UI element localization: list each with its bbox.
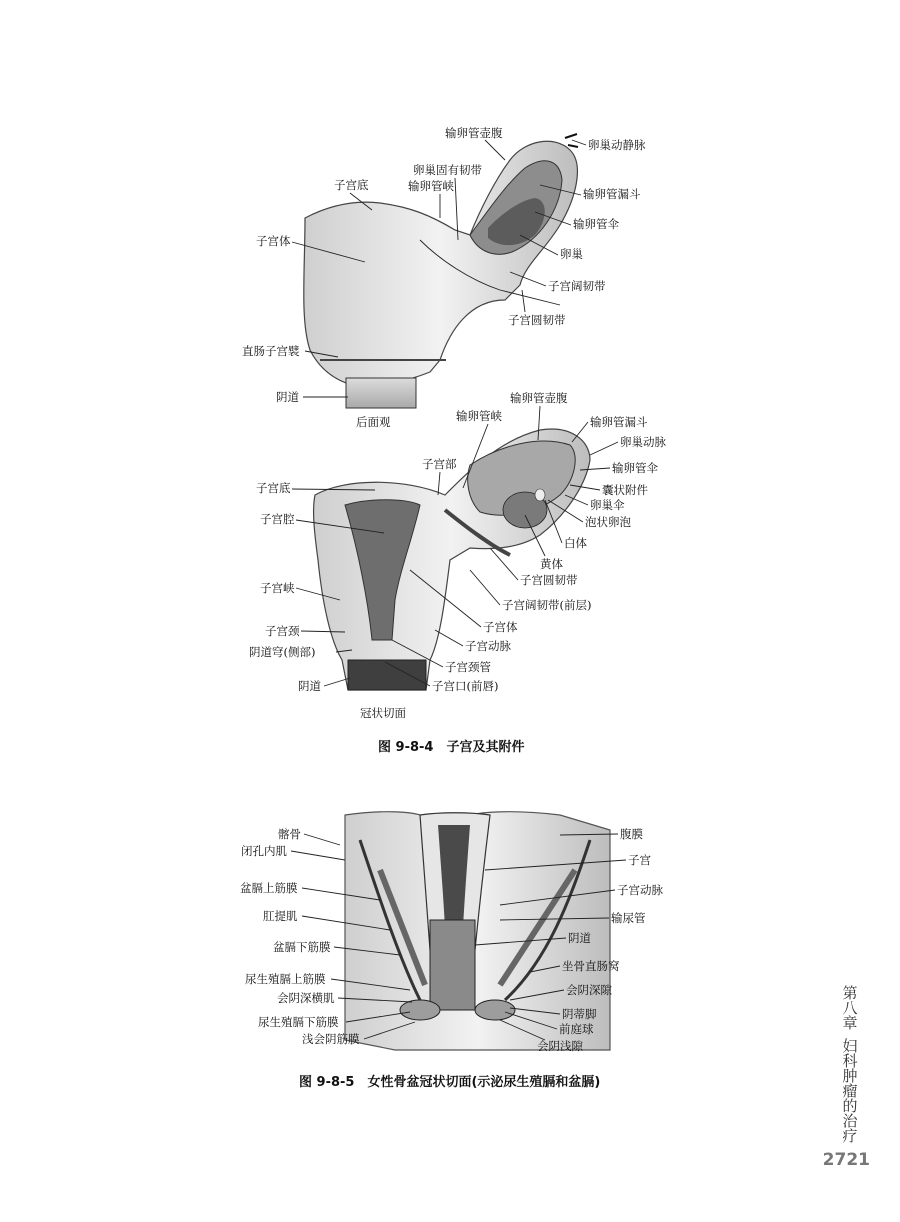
label-sec-luteum: 黄体 <box>540 557 563 571</box>
label-rectouterine-fold: 直肠子宫襞 <box>242 344 300 358</box>
page-number: 2721 <box>822 1150 870 1170</box>
label-sec-body: 子宫体 <box>483 620 518 634</box>
label-obturator: 闭孔内肌 <box>241 844 287 858</box>
label-ureter: 输尿管 <box>611 911 646 925</box>
label-ovary: 卵巢 <box>560 247 583 261</box>
chapter-sidebar <box>836 985 862 1143</box>
label-ischiorectal-fossa: 坐骨直肠窝 <box>562 959 620 973</box>
label-sec-ovarian-artery: 卵巢动脉 <box>620 435 666 449</box>
label-inf-urogenital-fascia: 尿生殖膈下筋膜 <box>258 1015 339 1029</box>
label-vagina-top: 阴道 <box>276 390 299 404</box>
label-sec-cavity: 子宫腔 <box>260 512 295 526</box>
label-ovarian-ligament: 卵巢固有韧带 <box>413 163 482 177</box>
label-ampulla: 输卵管壶腹 <box>445 126 503 140</box>
label-ilium: 髂骨 <box>278 827 301 841</box>
figure2-caption: 图 9-8-5 女性骨盆冠状切面(示泌尿生殖膈和盆膈) <box>299 1075 601 1090</box>
label-sup-urogenital-fascia: 尿生殖膈上筋膜 <box>245 972 326 986</box>
label-infundibulum: 输卵管漏斗 <box>583 187 641 201</box>
label-sec-cervical-canal: 子宫颈管 <box>445 660 491 674</box>
label-superficial-pouch: 会阴浅隙 <box>537 1039 583 1053</box>
label-sec-follicle: 泡状卵泡 <box>585 515 631 529</box>
label-sec-fornix: 阴道穹(侧部) <box>249 645 316 659</box>
label-ovarian-vessels: 卵巢动静脉 <box>588 138 646 152</box>
label-sec-infundibulum: 输卵管漏斗 <box>590 415 648 429</box>
label-round-ligament: 子宫圆韧带 <box>508 313 566 327</box>
label-sec-os: 子宫口(前唇) <box>432 679 499 693</box>
label-sec-albicans: 白体 <box>564 536 587 550</box>
label-sec-cervix: 子宫颈 <box>265 624 300 638</box>
label-sec-appendix: 囊状附件 <box>602 483 648 497</box>
label-superficial-fascia: 浅会阴筋膜 <box>302 1032 360 1046</box>
label-uterine-artery: 子宫动脉 <box>617 883 663 897</box>
label-sec-broad-ligament: 子宫阔韧带(前层) <box>502 598 592 612</box>
label-vestibular-bulb: 前庭球 <box>559 1022 594 1036</box>
label-inf-pelvic-fascia: 盆膈下筋膜 <box>273 940 331 954</box>
label-fundus: 子宫底 <box>334 178 369 192</box>
label-sec-fimbriae: 输卵管伞 <box>612 461 658 475</box>
top-view-title: 后面观 <box>356 415 391 429</box>
label-sec-ampulla: 输卵管壶腹 <box>510 391 568 405</box>
chapter-title: 妇科肿瘤的治疗 <box>840 1038 859 1143</box>
label-deep-transverse: 会阴深横肌 <box>277 991 335 1005</box>
label-isthmus: 输卵管峡 <box>408 179 454 193</box>
label-sec-fimbria-ovarica: 卵巢伞 <box>590 498 625 512</box>
chapter-label: 第八章 <box>840 985 859 1030</box>
label-clitoral-crus: 阴蒂脚 <box>562 1007 597 1021</box>
label-sec-vagina: 阴道 <box>298 679 321 693</box>
label-deep-pouch: 会阴深隙 <box>566 983 612 997</box>
label-vagina: 阴道 <box>568 931 591 945</box>
label-sec-fundus: 子宫底 <box>256 481 291 495</box>
label-sec-uterine-part: 子宫部 <box>422 457 457 471</box>
label-body: 子宫体 <box>256 234 291 248</box>
label-sup-pelvic-fascia: 盆膈上筋膜 <box>240 881 298 895</box>
figure1-caption: 图 9-8-4 子宫及其附件 <box>378 740 525 755</box>
label-sec-isthmus-uteri: 子宫峡 <box>260 581 295 595</box>
label-sec-uterine-artery: 子宫动脉 <box>465 639 511 653</box>
label-fimbriae: 输卵管伞 <box>573 217 619 231</box>
label-uterus: 子宫 <box>628 853 651 867</box>
label-sec-isthmus: 输卵管峡 <box>456 409 502 423</box>
label-sec-round-ligament: 子宫圆韧带 <box>520 573 578 587</box>
section-view-title: 冠状切面 <box>360 706 406 720</box>
label-broad-ligament: 子宫阔韧带 <box>548 279 606 293</box>
label-levator: 肛提肌 <box>263 909 298 923</box>
label-peritoneum: 腹膜 <box>620 827 643 841</box>
